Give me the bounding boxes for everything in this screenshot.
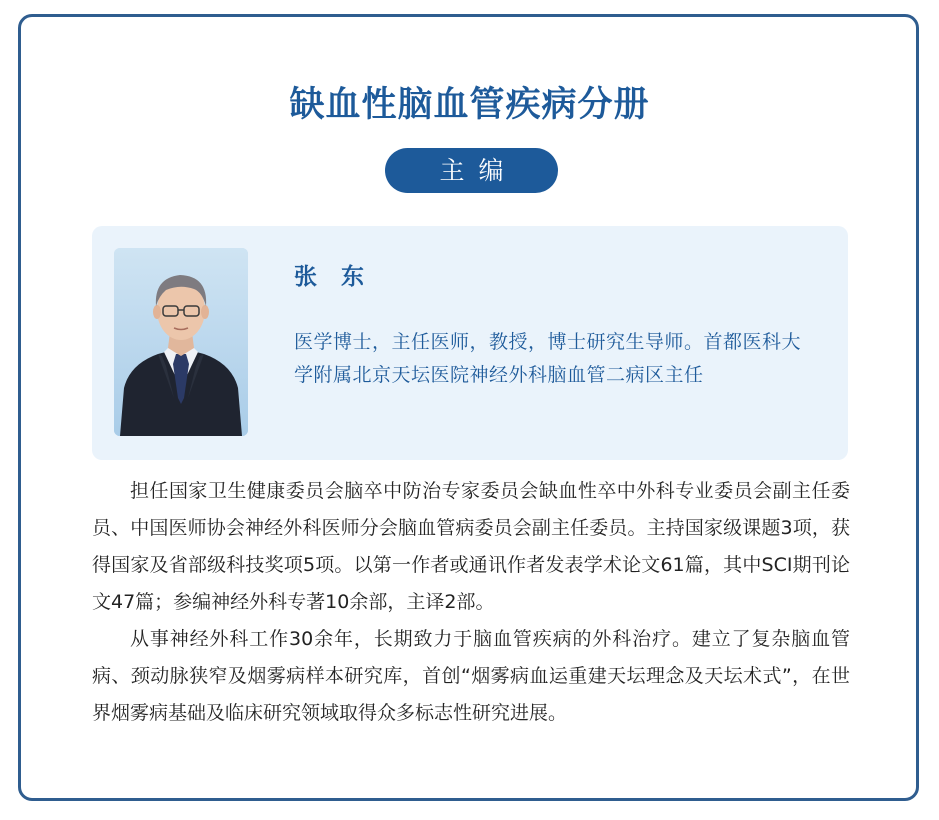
- editor-name: 张 东: [294, 264, 373, 290]
- editor-intro: 医学博士，主任医师，教授，博士研究生导师。首都医科大学附属北京天坛医院神经外科脑血管二病区主任: [294, 331, 802, 386]
- biography-paragraph: 担任国家卫生健康委员会脑卒中防治专家委员会缺血性卒中外科专业委员会副主任委员、中国医师协会神经外科医师分会脑血管病委员会副主任委员。主持国家级课题3项，获得国家及省部级科技奖项5项。以第一作者或通讯作者发表学术论文61篇，其中SCI期刊论文47篇；参编神经外科专著10余部，主译2部。: [92, 480, 850, 613]
- profile-card: [92, 226, 848, 460]
- portrait-illustration: [114, 248, 248, 436]
- biography-paragraph: 从事神经外科工作30余年，长期致力于脑血管疾病的外科治疗。建立了复杂脑血管病、颈动脉狭窄及烟雾病样本研究库，首创“烟雾病血运重建天坛理念及天坛术式”，在世界烟雾病基础及临床研究领域取得众多标志性研究进展。: [92, 628, 850, 724]
- page-title: 缺血性脑血管疾病分册: [289, 85, 650, 125]
- biography: [92, 473, 850, 732]
- portrait-photo: [114, 248, 248, 436]
- role-badge: 主编: [385, 148, 558, 193]
